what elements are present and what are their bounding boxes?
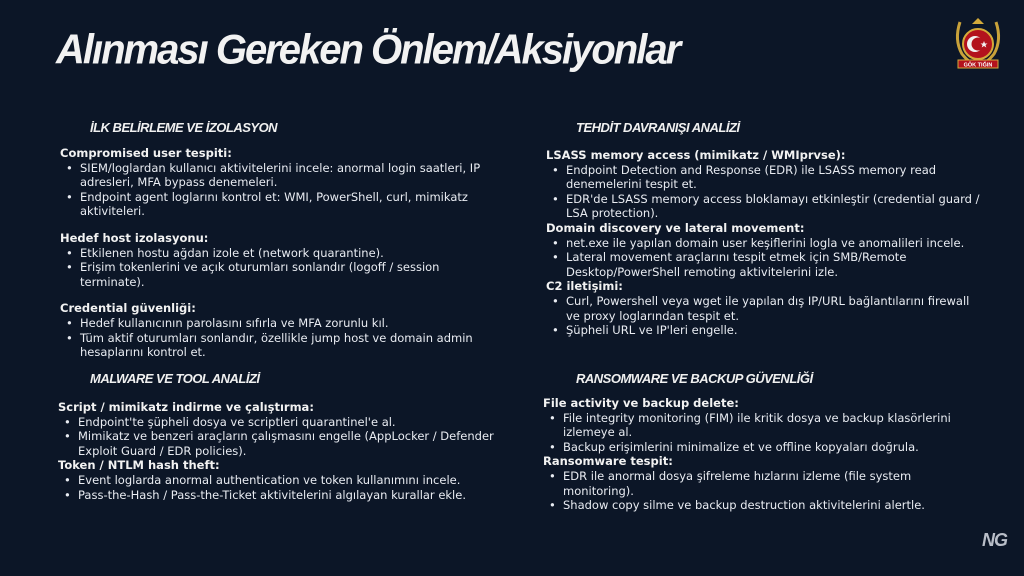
section-heading-ransomware: RANSOMWARE VE BACKUP GÜVENLİĞİ — [576, 371, 813, 386]
section-heading-ilk-belirleme: İLK BELİRLEME VE İZOLASYON — [90, 120, 278, 135]
list-item: • Curl, Powershell veya wget ile yapılan dış IP/URL bağlantılarını firewall ve proxy loglarından tespit et. — [566, 294, 986, 323]
list-item: • Tüm aktif oturumları sonlandır, özellikle jump host ve domain admin hesaplarını kontrol et. — [80, 331, 500, 360]
section-ransomware — [543, 396, 983, 513]
list-item: • Endpoint agent loglarını kontrol et: WMI, PowerShell, curl, mimikatz aktiviteleri. — [80, 190, 500, 219]
list-item: • Etkilenen hostu ağdan izole et (network quarantine). — [80, 246, 500, 261]
section-tehdit — [546, 148, 986, 338]
list-item: • Endpoint Detection and Response (EDR) ile LSASS memory read denemelerini tespit et. — [566, 163, 986, 192]
list-item: • Event loglarda anormal authentication ve token kullanımını incele. — [78, 473, 508, 488]
group-title: Credential güvenliği: — [60, 301, 196, 316]
list-item: • net.exe ile yapılan domain user keşiflerini logla ve anomalileri incele. — [566, 236, 986, 251]
group-title: Hedef host izolasyonu: — [60, 230, 209, 245]
page-title: Alınması Gereken Önlem/Aksiyonlar — [56, 26, 680, 74]
section-heading-tehdit: TEHDİT DAVRANIŞI ANALİZİ — [576, 120, 740, 135]
group-title: C2 iletişimi: — [546, 279, 623, 294]
list-item: • EDR ile anormal dosya şifreleme hızlarını izleme (file system monitoring). — [563, 469, 983, 498]
list-item: • Hedef kullanıcının parolasını sıfırla ve MFA zorunlu kıl. — [80, 316, 500, 331]
footer-initials: NG — [982, 530, 1007, 550]
section-ilk-belirleme — [60, 146, 500, 360]
group-title: Script / mimikatz indirme ve çalıştırma: — [58, 400, 314, 414]
logo-text: GÖK TIĞIN — [963, 62, 993, 69]
list-item: • Endpoint'te şüpheli dosya ve scriptleri quarantinel'e al. — [78, 415, 508, 430]
section-malware — [58, 400, 508, 502]
list-item: • SIEM/loglardan kullanıcı aktivitelerini incele: anormal login saatleri, IP adresleri, MFA bypass denemeleri. — [80, 161, 500, 190]
list-item: • Mimikatz ve benzeri araçların çalışmasını engelle (AppLocker / Defender Exploit Guard / EDR policies). — [78, 429, 508, 458]
crescent-star-emblem-icon — [950, 12, 1006, 70]
group-title: Token / NTLM hash theft: — [58, 458, 220, 473]
list-item: • File integrity monitoring (FIM) ile kritik dosya ve backup klasörlerini izlemeye al. — [563, 411, 983, 440]
group-title: Domain discovery ve lateral movement: — [546, 220, 805, 235]
list-item: • EDR'de LSASS memory access bloklamayı etkinleştir (credential guard / LSA protection). — [566, 192, 986, 221]
logo-emblem — [950, 12, 1006, 70]
group-title: File activity ve backup delete: — [543, 396, 739, 410]
group-title: LSASS memory access (mimikatz / WMIprvse): — [546, 148, 846, 162]
group-title: Ransomware tespit: — [543, 454, 673, 469]
section-heading-malware: MALWARE VE TOOL ANALİZİ — [90, 371, 260, 386]
list-item: • Shadow copy silme ve backup destruction aktivitelerini alertle. — [563, 498, 983, 513]
list-item: • Pass-the-Hash / Pass-the-Ticket aktivitelerini algılayan kurallar ekle. — [78, 488, 508, 503]
list-item: • Backup erişimlerini minimalize et ve offline kopyaları doğrula. — [563, 440, 983, 455]
list-item: • Şüpheli URL ve IP'leri engelle. — [566, 323, 986, 338]
list-item: • Lateral movement araçlarını tespit etmek için SMB/Remote Desktop/PowerShell remoting aktivitelerini izle. — [566, 250, 986, 279]
list-item: • Erişim tokenlerini ve açık oturumları sonlandır (logoff / session terminate). — [80, 260, 500, 289]
group-title: Compromised user tespiti: — [60, 146, 232, 160]
